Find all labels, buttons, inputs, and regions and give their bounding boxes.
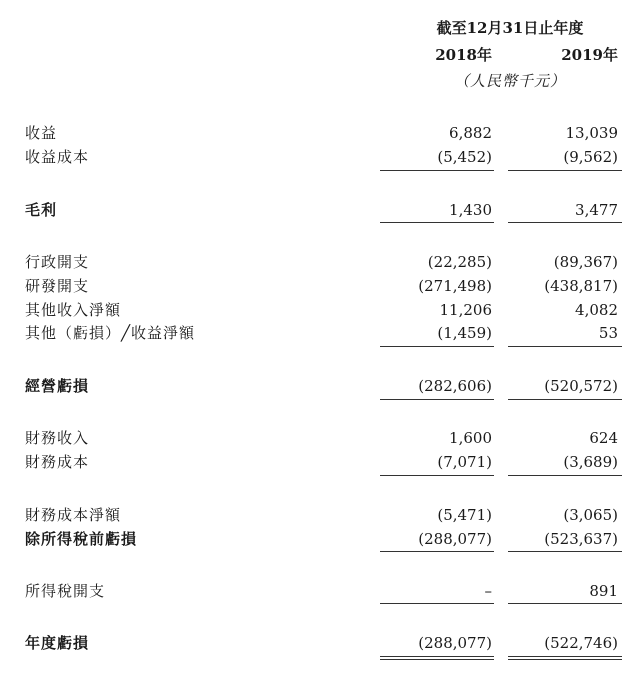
subtotal-rule: [508, 346, 622, 347]
value-2018: 11,206: [439, 301, 492, 319]
row-label: 年度虧損: [25, 634, 90, 652]
unit-label: （人民幣千元）: [453, 72, 566, 90]
subtotal-rule: [508, 551, 622, 552]
row-operating-loss: [0, 375, 640, 397]
row-label: 除所得稅前虧損: [25, 530, 138, 548]
row-gross-profit: [0, 199, 640, 221]
value-2019: 4,082: [575, 301, 618, 319]
subtotal-rule: [380, 475, 494, 476]
row-label: 研發開支: [25, 277, 90, 295]
row-finance-costs: [0, 451, 640, 473]
row-finance-income: [0, 427, 640, 449]
row-label: 毛利: [25, 201, 58, 219]
value-2019: (3,065): [563, 506, 618, 524]
value-2018: 1,600: [449, 429, 492, 447]
subtotal-rule: [380, 603, 494, 604]
row-rnd-expenses: [0, 275, 640, 297]
subtotal-rule: [508, 399, 622, 400]
row-loss-for-year: [0, 632, 640, 654]
total-rule: [380, 659, 494, 660]
total-rule: [508, 659, 622, 660]
value-2019: (523,637): [544, 530, 618, 548]
subtotal-rule: [380, 346, 494, 347]
value-2018: (1,459): [437, 324, 492, 342]
row-label: 財務成本淨額: [25, 506, 122, 524]
row-label: 收益: [25, 124, 58, 142]
value-2018: (22,285): [427, 253, 492, 271]
value-2019: 3,477: [575, 201, 618, 219]
row-label: 其他（虧損）╱收益淨額: [25, 324, 196, 342]
year-2018-heading: 2018年: [435, 46, 492, 64]
row-admin-expenses: [0, 251, 640, 273]
value-2018: (282,606): [418, 377, 492, 395]
row-label: 所得稅開支: [25, 582, 106, 600]
row-other-income-net: [0, 299, 640, 321]
row-label: 財務收入: [25, 429, 90, 447]
row-other-losses-gains-net: [0, 322, 640, 344]
value-2018: (5,452): [437, 148, 492, 166]
value-2019: (89,367): [553, 253, 618, 271]
subtotal-rule: [380, 222, 494, 223]
value-2019: (438,817): [544, 277, 618, 295]
total-rule: [380, 656, 494, 657]
value-2019: (520,572): [544, 377, 618, 395]
subtotal-rule: [508, 603, 622, 604]
row-cost-of-revenue: [0, 146, 640, 168]
value-2018: (288,077): [418, 634, 492, 652]
value-2018: (288,077): [418, 530, 492, 548]
value-2019: 53: [598, 324, 618, 342]
value-2018: –: [484, 582, 492, 600]
subtotal-rule: [380, 551, 494, 552]
row-label: 收益成本: [25, 148, 90, 166]
value-2019: 891: [589, 582, 618, 600]
value-2019: 624: [589, 429, 618, 447]
value-2018: (271,498): [418, 277, 492, 295]
row-label: 財務成本: [25, 453, 90, 471]
value-2019: (3,689): [563, 453, 618, 471]
row-income-tax-expense: [0, 580, 640, 602]
total-rule: [508, 656, 622, 657]
period-heading: 截至12月31日止年度: [436, 19, 584, 37]
row-finance-costs-net: [0, 504, 640, 526]
year-2019-heading: 2019年: [561, 46, 618, 64]
subtotal-rule: [508, 222, 622, 223]
value-2018: (5,471): [437, 506, 492, 524]
row-label: 其他收入淨額: [25, 301, 122, 319]
value-2019: 13,039: [565, 124, 618, 142]
value-2018: 1,430: [449, 201, 492, 219]
value-2018: (7,071): [437, 453, 492, 471]
row-revenue: [0, 122, 640, 144]
subtotal-rule: [508, 475, 622, 476]
value-2019: (9,562): [563, 148, 618, 166]
subtotal-rule: [380, 399, 494, 400]
subtotal-rule: [380, 170, 494, 171]
value-2019: (522,746): [544, 634, 618, 652]
row-label: 行政開支: [25, 253, 90, 271]
subtotal-rule: [508, 170, 622, 171]
row-label: 經營虧損: [25, 377, 90, 395]
row-loss-before-tax: [0, 528, 640, 550]
value-2018: 6,882: [449, 124, 492, 142]
